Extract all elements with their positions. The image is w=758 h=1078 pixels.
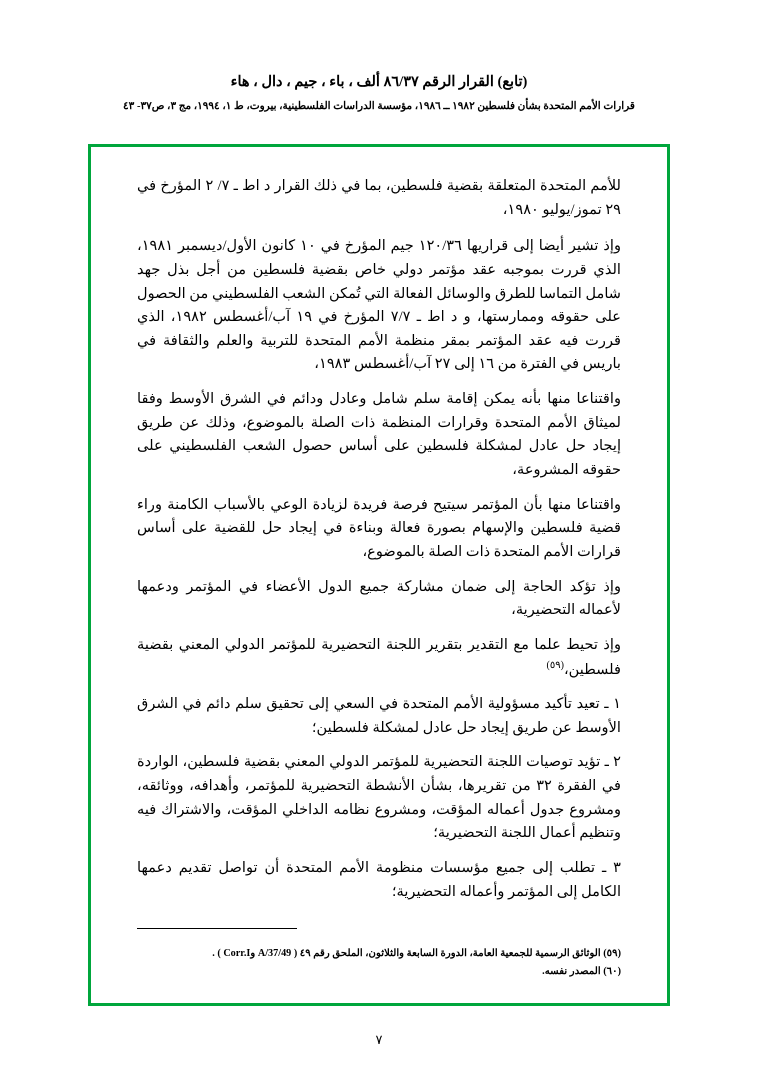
content-area	[91, 147, 667, 1003]
paragraph-recalling-also: وإذ تشير أيضا إلى قراريها ١٢٠/٣٦ جيم المؤرخ في ١٠ كانون الأول/ديسمبر ١٩٨١، الذي قررت بموجبه عقد مؤتمر دولي خاص بقضية فلسطين من أجل بذل جهد شامل التماسا للطرق والوسائل الفعالة التي تُمكن الشعب الفلسطيني من الحصول على حقوقه وممارستها، و د اط ـ ٧/٧ المؤرخ في ١٩ آب/أغسطس ١٩٨٢، الذي قررت فيه عقد المؤتمر بمقر منظمة الأمم المتحدة للتربية والعلم والثقافة في باريس في الفترة من ١٦ إلى ٢٧ آب/أغسطس ١٩٨٣،	[137, 238, 622, 373]
footnote-marker-59: (٥٩)	[546, 659, 564, 671]
footnote-block	[137, 945, 621, 981]
paragraph-stressing-need: وإذ تؤكد الحاجة إلى ضمان مشاركة جميع الدول الأعضاء في المؤتمر ودعمها لأعماله التحضيرية،	[137, 578, 621, 619]
page-number: ٧	[375, 1032, 383, 1047]
paragraph-taking-note-text: وإذ تحيط علما مع التقدير بتقرير اللجنة التحضيرية للمؤتمر الدولي المعني بقضية فلسطين،	[137, 636, 621, 678]
numbered-item-1: ١ ـ تعيد تأكيد مسؤولية الأمم المتحدة في السعي إلى تحقيق سلم دائم في الشرق الأوسط عن طريق إيجاد حل عادل لمشكلة فلسطين؛	[137, 696, 621, 736]
header-subtitle: قرارات الأمم المتحدة بشأن فلسطين ١٩٨٢ ــ ١٩٨٦، مؤسسة الدراسات الفلسطينية، بيروت، ط ١، ١٩٩٤، مج ٣، ص٣٧- ٤٣	[123, 100, 635, 112]
green-content-frame	[88, 144, 670, 1006]
paragraph-taking-note	[137, 634, 621, 682]
footnote-60: (٦٠) المصدر نفسه.	[542, 966, 621, 978]
paragraph-convinced-2: واقتناعا منها بأن المؤتمر سيتيح فرصة فريدة لزيادة الوعي بالأسباب الكامنة وراء قضية فلسطين والإسهام بصورة فعالة وبناءة في إيجاد حل للقضية على أساس قرارات الأمم المتحدة ذات الصلة بالموضوع،	[137, 496, 621, 560]
paragraph-convinced-1: واقتناعا منها بأنه يمكن إقامة سلم شامل وعادل ودائم في الشرق الأوسط وفقا لميثاق الأمم المتحدة وقرارات المنظمة ذات الصلة بالموضوع، وذلك عن طريق إيجاد حل عادل لمشكلة فلسطين على أساس حصول الشعب الفلسطيني على حقوقه المشروعة،	[137, 391, 621, 479]
numbered-item-3: ٣ ـ تطلب إلى جميع مؤسسات منظومة الأمم المتحدة أن تواصل تقديم دعمها الكامل إلى المؤتمر وأعماله التحضيرية؛	[137, 859, 621, 900]
footnote-59: (٥٩) الوثائق الرسمية للجمعية العامة، الدورة السابعة والثلاثون، الملحق رقم ٤٩ ( A/37/49 وCorr.I ) .	[212, 948, 621, 960]
footnote-divider	[137, 928, 297, 929]
paragraph-continuation: للأمم المتحدة المتعلقة بقضية فلسطين، بما في ذلك القرار د اط ـ ٧/ ٢ المؤرخ في ٢٩ تموز/يوليو ١٩٨٠،	[137, 178, 622, 218]
page-header	[0, 0, 758, 112]
numbered-item-2	[137, 751, 621, 846]
numbered-item-2-text: ٢ ـ تؤيد توصيات اللجنة التحضيرية للمؤتمر الدولي المعني بقضية فلسطين، الواردة في الفقرة ٣٢ من تقريرها، بشأن الأنشطة التحضيرية للمؤتمر، وأهدافه، ووثائقه، ومشروع جدول أعماله المؤقت، ومشروع نظامه الداخلي المؤقت، والاشتراك فيه وتنظيم أعمال اللجنة التحضيرية؛	[137, 754, 621, 842]
header-title: (تابع) القرار الرقم ٨٦/٣٧ ألف ، باء ، جيم ، دال ، هاء	[230, 74, 528, 90]
